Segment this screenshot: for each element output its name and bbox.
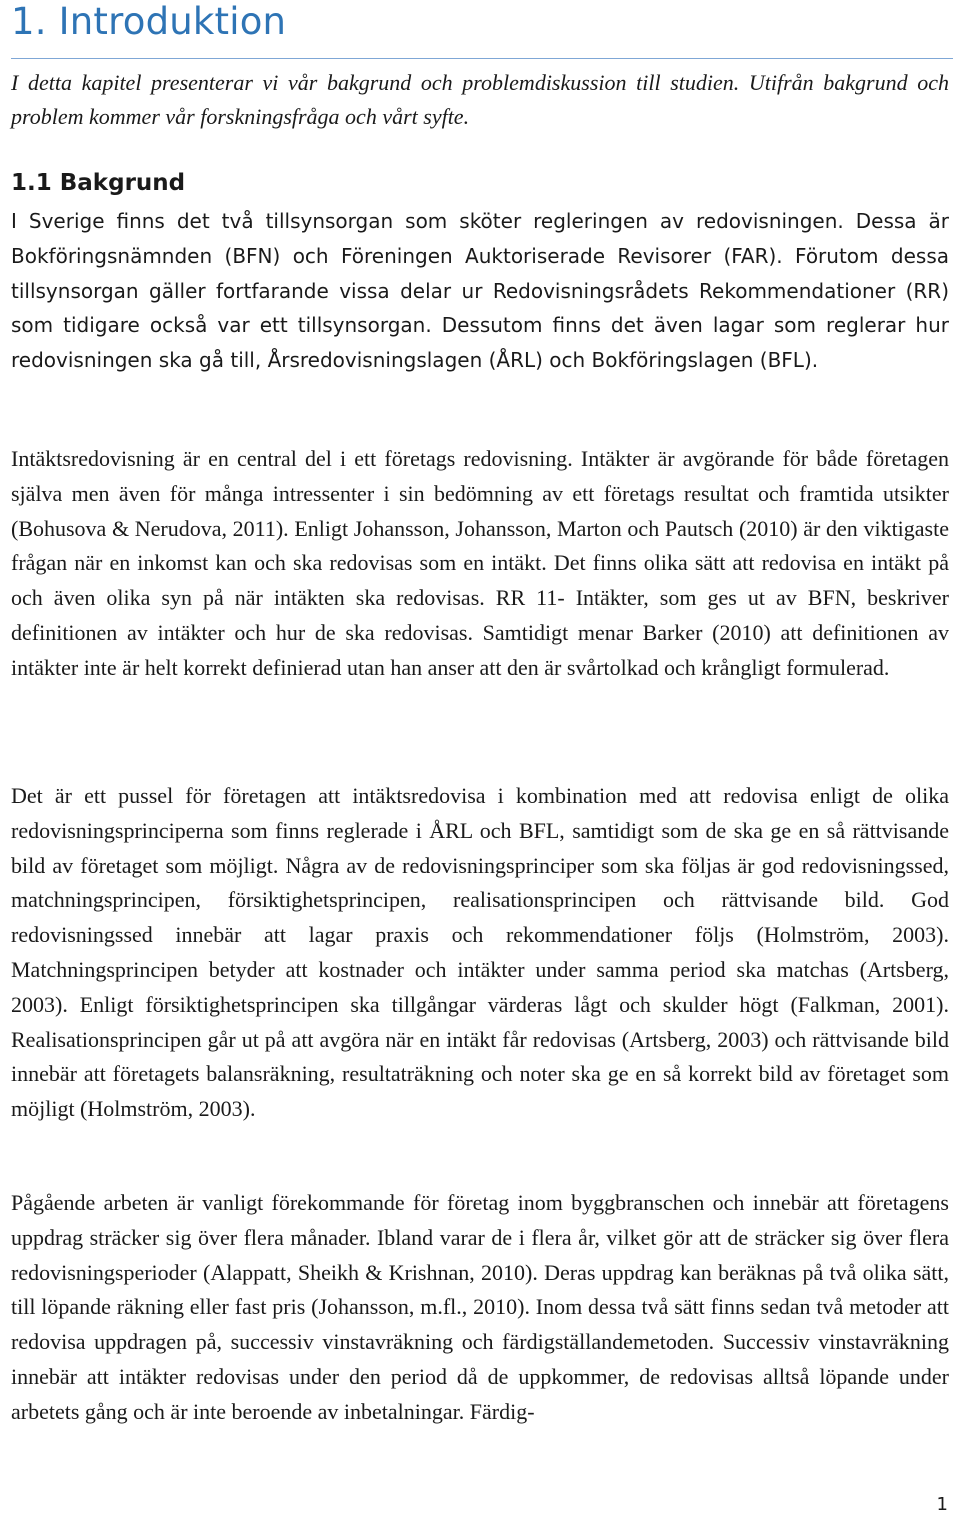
paragraph-background-4: Pågående arbeten är vanligt förekommande för företag inom byggbranschen och innebär att företagens uppdrag sträcker sig över flera månader. Ibland varar de i flera år, vilket gör att de sträcker sig över flera redovisningsperioder (Alappatt, Sheikh & Krishnan, 2010). Deras uppdrag kan beräknas på två olika sätt, till löpande räkning eller fast pris (Johansson, m.fl., 2010). Inom dessa två sätt finns sedan två metoder att redovisa uppdragen på, successiv vinstavräkning och färdigställandemetoden. Successiv vinstavräkning innebär att intäkter redovisas under den period då de uppkommer, de redovisas alltså löpande under arbetets gång och är inte beroende av inbetalningar. Färdig- bbox=[11, 1190, 949, 1424]
page-number: 1 bbox=[936, 1494, 948, 1515]
paragraph-background-1: I Sverige finns det två tillsynsorgan som sköter regleringen av redovisningen. Dessa är Bokföringsnämnden (BFN) och Föreningen Auktoriserade Revisorer (FAR). Förutom dessa tillsynsorgan gäller fortfarande vissa delar ur Redovisningsrådets Rekommendationer (RR) som tidigare också var ett tillsynsorgan. Dessutom finns det även lagar som reglerar hur redovisningen ska gå till, Årsredovisningslagen (ÅRL) och Bokföringslagen (BFL). bbox=[11, 209, 949, 373]
chapter-heading: 1. Introduktion bbox=[11, 0, 287, 43]
paragraph-background-3: Det är ett pussel för företagen att intäktsredovisa i kombination med att redovisa enligt de olika redovisningsprinciperna som finns reglerade i ÅRL och BFL, samtidigt som de ska ge en så rättvisande bild av företaget som möjligt. Några av de redovisningsprinciper som ska följas är god redovisningssed, matchningsprincipen, försiktighetsprincipen, realisationsprincipen och rättvisande bild. God redovisningssed innebär att lagar praxis och rekommendationer följs (Holmström, 2003). Matchningsprincipen betyder att kostnader och intäkter under samma period ska matchas (Artsberg, 2003). Enligt försiktighetsprincipen ska tillgångar värderas lågt och skulder högt (Falkman, 2001). Realisationsprincipen går ut på att avgöra när en intäkt får redovisas (Artsberg, 2003) och rättvisande bild innebär att företagets balansräkning, resultaträkning och noter ska ge en så korrekt bild av företaget som möjligt (Holmström, 2003). bbox=[11, 783, 949, 1122]
section-heading: 1.1 Bakgrund bbox=[11, 170, 186, 196]
paragraph-background-2: Intäktsredovisning är en central del i ett företags redovisning. Intäkter är avgörande för både företagen själva men även för många intressenter i sin bedömning av ett företags resultat och framtida utsikter (Bohusova & Nerudova, 2011). Enligt Johansson, Johansson, Marton och Pautsch (2010) är den viktigaste frågan när en inkomst kan och ska redovisas som en intäkt. Det finns olika sätt att redovisa en intäkt på och även olika syn på när intäkten ska redovisas. RR 11- Intäkter, som ges ut av BFN, beskriver definitionen av intäkter och hur de ska redovisas. Samtidigt menar Barker (2010) att definitionen av intäkter inte är helt korrekt definierad utan han anser att den är svårtolkad och krångligt formulerad. bbox=[11, 446, 949, 680]
heading-underline bbox=[11, 58, 953, 59]
chapter-intro: I detta kapitel presenterar vi vår bakgrund och problemdiskussion till studien. Utifrån bakgrund och problem kommer vår forskningsfråga och vårt syfte. bbox=[11, 70, 949, 129]
